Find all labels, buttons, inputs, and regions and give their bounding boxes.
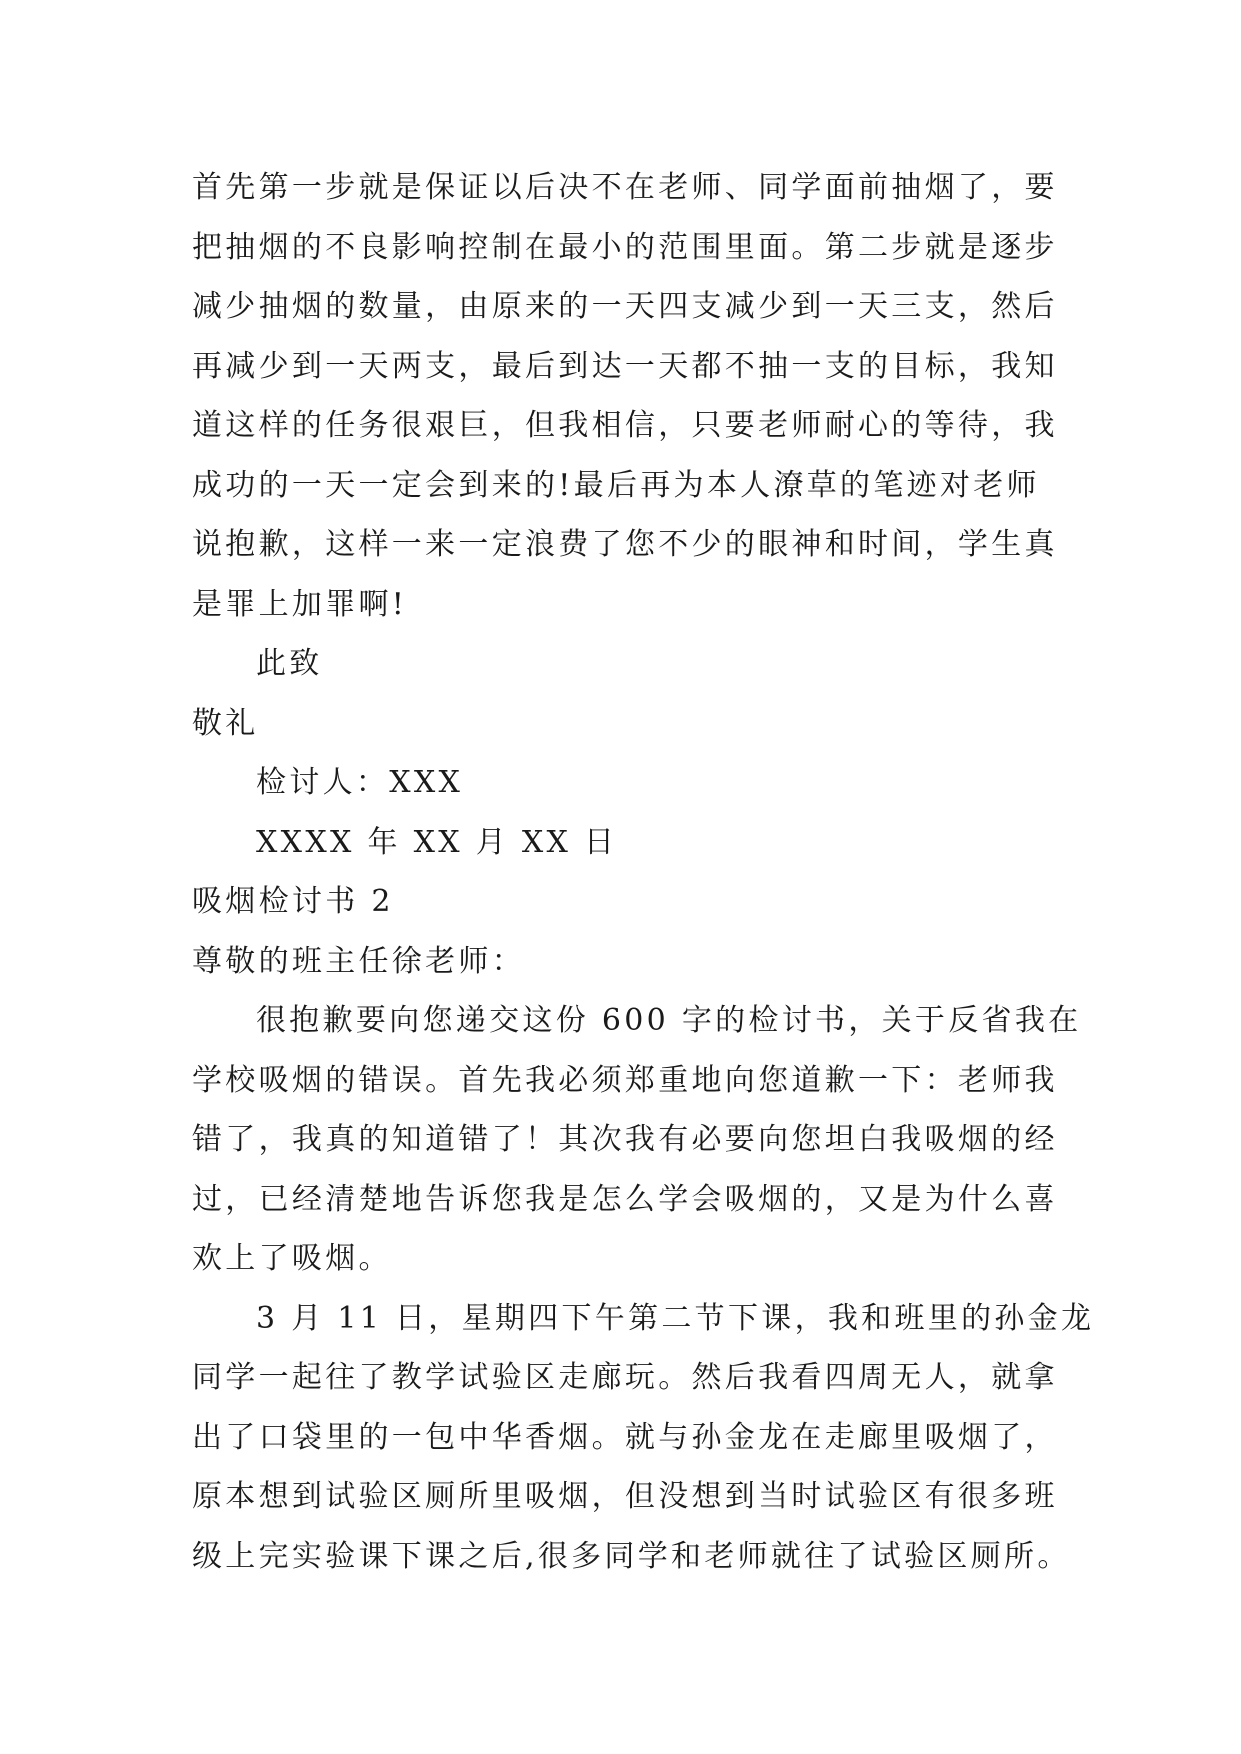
text-line: 出了口袋里的一包中华香烟。就与孙金龙在走廊里吸烟了，: [192, 1419, 1058, 1455]
text-line: 把抽烟的不良影响控制在最小的范围里面。第二步就是逐步: [192, 229, 1058, 265]
text-line: 首先第一步就是保证以后决不在老师、同学面前抽烟了，要: [192, 170, 1058, 205]
text-line: 学校吸烟的错误。首先我必须郑重地向您道歉一下：老师我: [192, 1062, 1058, 1098]
text-line: 是罪上加罪啊!: [192, 586, 408, 622]
text-line: XXXX 年 XX 月 XX 日: [256, 824, 618, 860]
text-line: 道这样的任务很艰巨，但我相信，只要老师耐心的等待，我: [192, 408, 1058, 443]
text-line: 欢上了吸烟。: [192, 1241, 392, 1276]
text-line: 敬礼: [192, 705, 259, 741]
document-body: [192, 158, 1095, 1586]
text-line: 成功的一天一定会到来的!最后再为本人潦草的笔迹对老师: [192, 467, 1040, 503]
text-line: 减少抽烟的数量，由原来的一天四支减少到一天三支，然后: [192, 289, 1058, 324]
text-line: 级上完实验课下课之后,很多同学和老师就往了试验区厕所。: [192, 1538, 1071, 1574]
text-line: 说抱歉，这样一来一定浪费了您不少的眼神和时间，学生真: [192, 527, 1058, 562]
text-line: 原本想到试验区厕所里吸烟，但没想到当时试验区有很多班: [192, 1479, 1058, 1514]
text-line: 3 月 11 日，星期四下午第二节下课，我和班里的孙金龙: [256, 1300, 1095, 1336]
text-line: 检讨人：XXX: [256, 765, 464, 800]
text-line: 吸烟检讨书 2: [192, 884, 394, 919]
text-line: 同学一起往了教学试验区走廊玩。然后我看四周无人，就拿: [192, 1360, 1058, 1395]
text-line: 此致: [256, 646, 323, 681]
text-line: 再减少到一天两支，最后到达一天都不抽一支的目标，我知: [192, 348, 1058, 384]
text-line: 错了，我真的知道错了！其次我有必要向您坦白我吸烟的经: [192, 1122, 1058, 1157]
text-line: 过，已经清楚地告诉您我是怎么学会吸烟的，又是为什么喜: [192, 1181, 1058, 1217]
text-line: 很抱歉要向您递交这份 600 字的检讨书，关于反省我在: [256, 1003, 1082, 1038]
text-line: 尊敬的班主任徐老师：: [192, 943, 525, 979]
